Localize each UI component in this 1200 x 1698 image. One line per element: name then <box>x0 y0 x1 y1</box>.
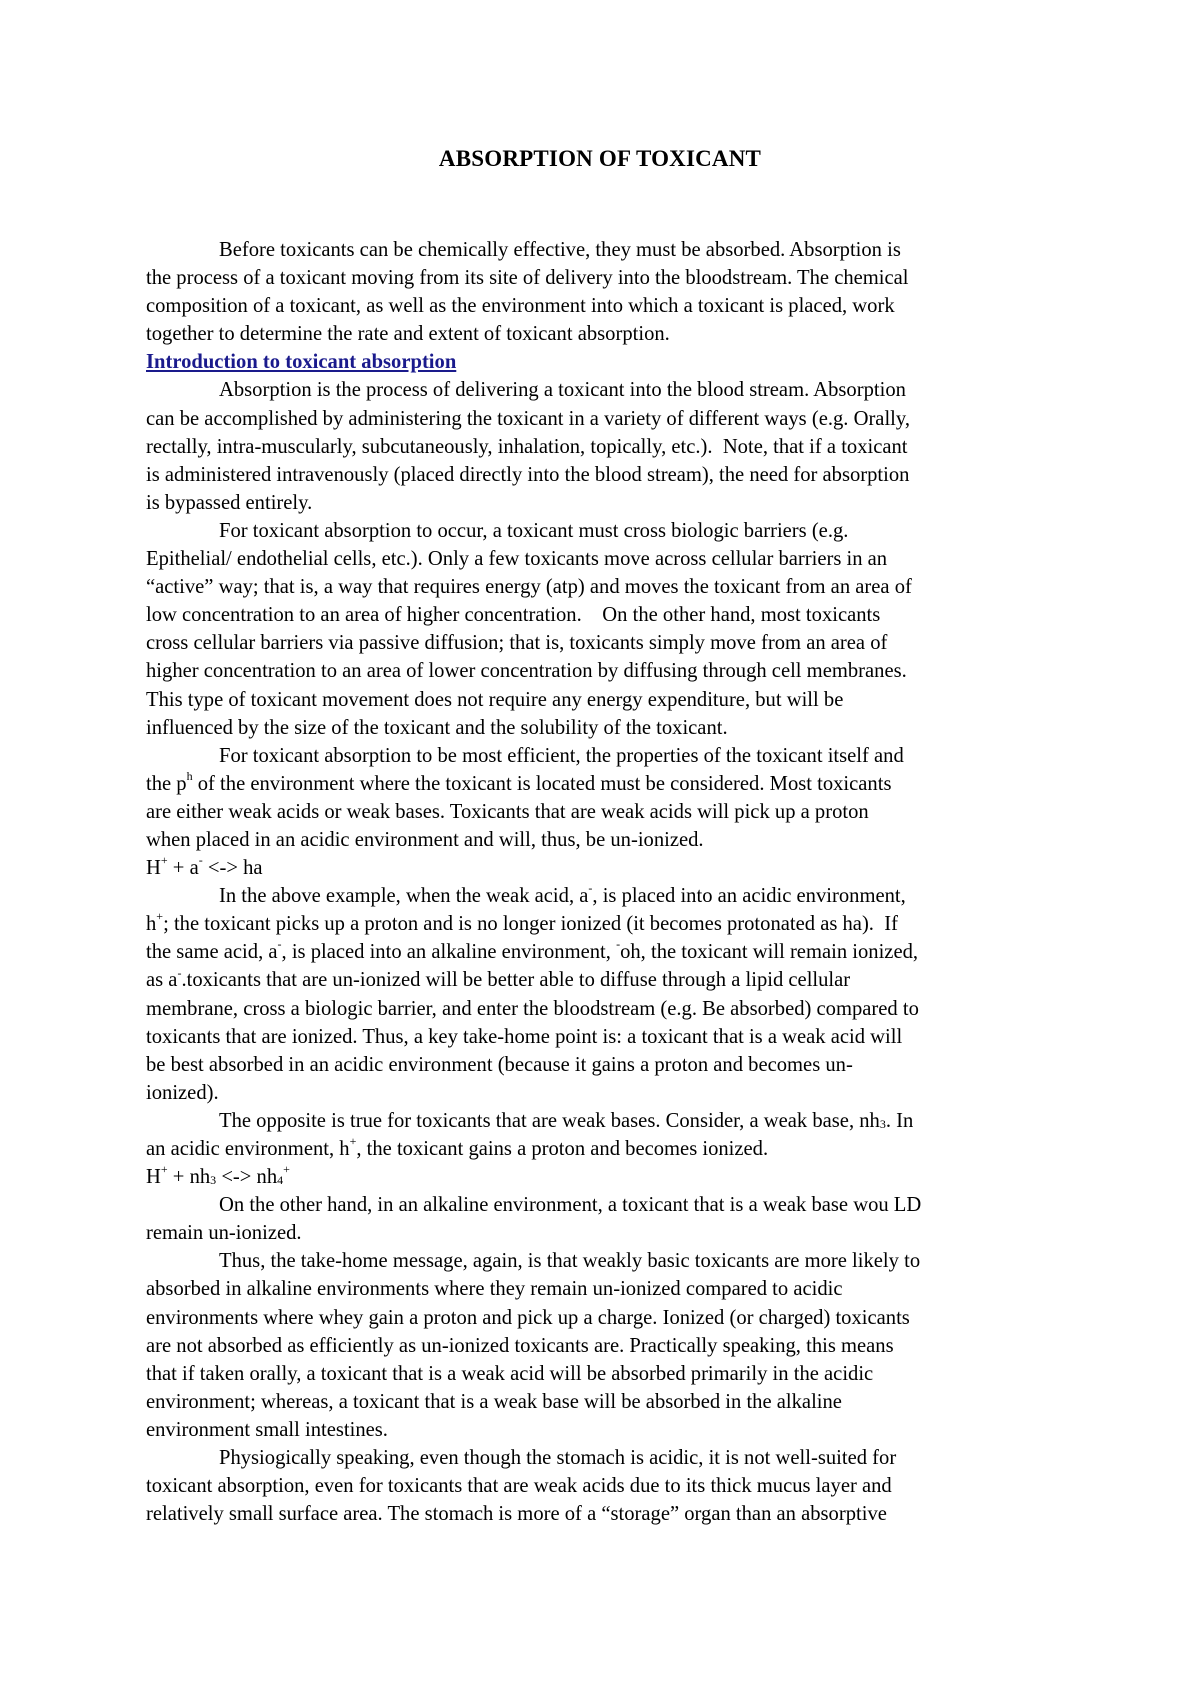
text-fragment: as a <box>146 969 178 992</box>
text-line: is bypassed entirely. <box>146 491 313 514</box>
text-line: Physiogically speaking, even though the stomach is acidic, it is not well-suited for <box>219 1447 897 1470</box>
text-line: For toxicant absorption to be most efficient, the properties of the toxicant itself and <box>219 744 904 767</box>
text-line: influenced by the size of the toxicant and the solubility of the toxicant. <box>146 716 728 739</box>
text-line: Absorption is the process of delivering a toxicant into the blood stream. Absorption <box>219 379 906 402</box>
text-line: Epithelial/ endothelial cells, etc.). Only a few toxicants move across cellular barriers in an <box>146 548 888 571</box>
text-line: when placed in an acidic environment and will, thus, be un-ionized. <box>146 828 704 851</box>
text-line <box>146 1107 1066 1135</box>
text-line: low concentration to an area of higher concentration. On the other hand, most toxicants <box>146 604 881 627</box>
text-line: Thus, the take-home message, again, is that weakly basic toxicants are more likely to <box>219 1250 921 1273</box>
paragraph-intro <box>146 236 1066 348</box>
subscript: 3 <box>879 1116 886 1131</box>
paragraph-absorption-definition <box>146 376 1066 516</box>
superscript: + <box>160 853 168 868</box>
text-line: be best absorbed in an acidic environment (because it gains a proton and becomes un- <box>146 1053 853 1076</box>
paragraph-ph-properties <box>146 742 1066 854</box>
paragraph-biologic-barriers <box>146 517 1066 742</box>
equation-weak-acid <box>146 854 1066 882</box>
text-line: cross cellular barriers via passive diffusion; that is, toxicants simply move from an area of <box>146 632 888 655</box>
text-line: that if taken orally, a toxicant that is a weak acid will be absorbed primarily in the acidic <box>146 1362 874 1385</box>
text-fragment: oh, the toxicant will remain ionized, <box>620 941 919 964</box>
text-line: ionized). <box>146 1081 219 1104</box>
text-line <box>146 770 1066 798</box>
text-line: is administered intravenously (placed directly into the blood stream), the need for absorption <box>146 463 910 486</box>
text-line: higher concentration to an area of lower concentration by diffusing through cell membranes. <box>146 660 907 683</box>
text-line: For toxicant absorption to occur, a toxicant must cross biologic barriers (e.g. <box>219 519 849 542</box>
text-line: the process of a toxicant moving from its site of delivery into the bloodstream. The chemical <box>146 267 909 290</box>
text-line <box>146 1135 1066 1163</box>
equation-weak-base <box>146 1163 1066 1191</box>
equation-fragment: + nh <box>167 1166 211 1189</box>
text-line: Before toxicants can be chemically effective, they must be absorbed. Absorption is <box>219 239 901 261</box>
text-fragment: , the toxicant gains a proton and becomes ionized. <box>356 1138 769 1160</box>
superscript: - <box>616 937 621 952</box>
text-line: together to determine the rate and extent of toxicant absorption. <box>146 323 670 346</box>
text-line <box>146 882 1066 910</box>
text-line <box>146 938 1066 966</box>
text-line: composition of a toxicant, as well as the environment into which a toxicant is placed, work <box>146 295 895 318</box>
text-line: membrane, cross a biologic barrier, and enter the bloodstream (e.g. Be absorbed) compared to <box>146 997 919 1020</box>
superscript: + <box>349 1134 357 1149</box>
paragraph-weak-acid-example <box>146 882 1066 1107</box>
text-line: absorbed in alkaline environments where they remain un-ionized compared to acidic <box>146 1278 843 1301</box>
text-fragment: , is placed into an alkaline environment, <box>281 941 617 964</box>
paragraph-weak-base <box>146 1107 1066 1163</box>
subscript: 4 <box>277 1173 284 1188</box>
text-fragment: the same acid, a <box>146 941 278 964</box>
text-line: “active” way; that is, a way that requires energy (atp) and moves the toxicant from an area of <box>146 576 912 599</box>
text-line: remain un-ionized. <box>146 1222 302 1245</box>
text-line: toxicant absorption, even for toxicants that are weak acids due to its thick mucus layer and <box>146 1475 892 1498</box>
document-title: ABSORPTION OF TOXICANT <box>438 146 762 171</box>
text-fragment: The opposite is true for toxicants that are weak bases. Consider, a weak base, nh <box>219 1109 880 1132</box>
paragraph-alkaline-environment <box>146 1191 1066 1247</box>
paragraph-take-home <box>146 1247 1066 1444</box>
text-fragment: In the above example, when the weak acid, a <box>219 885 589 908</box>
text-line: can be accomplished by administering the toxicant in a variety of different ways (e.g. Orally, <box>146 407 910 430</box>
superscript: - <box>177 965 182 980</box>
text-fragment: .toxicants that are un-ionized will be better able to diffuse through a lipid cellular <box>181 969 851 992</box>
superscript: - <box>588 881 593 896</box>
text-fragment: . In <box>885 1109 914 1132</box>
superscript: + <box>283 1162 290 1177</box>
text-fragment: h <box>146 913 157 936</box>
equation-fragment: <-> ha <box>202 857 263 880</box>
paragraph-stomach <box>146 1444 1066 1528</box>
text-line: toxicants that are ionized. Thus, a key take-home point is: a toxicant that is a weak acid will <box>146 1025 903 1048</box>
subscript: 3 <box>210 1173 217 1188</box>
superscript: - <box>277 937 282 952</box>
superscript: h <box>186 768 193 783</box>
text-line: This type of toxicant movement does not require any energy expenditure, but will be <box>146 688 844 711</box>
text-fragment: , is placed into an acidic environment, <box>592 885 906 908</box>
text-line <box>146 966 1066 994</box>
equation-fragment: <-> nh <box>216 1166 278 1189</box>
text-line: are either weak acids or weak bases. Toxicants that are weak acids will pick up a proton <box>146 800 869 823</box>
equation-fragment: H <box>146 1166 161 1189</box>
text-fragment: an acidic environment, h <box>146 1138 350 1160</box>
text-line: environments where whey gain a proton and pick up a charge. Ionized (or charged) toxicants <box>146 1306 910 1329</box>
superscript: + <box>160 1162 168 1177</box>
superscript: - <box>198 853 203 868</box>
text-line: environment; whereas, a toxicant that is a weak base will be absorbed in the alkaline <box>146 1390 842 1413</box>
text-fragment: ; the toxicant picks up a proton and is no longer ionized (it becomes protonated as ha). If <box>163 913 898 936</box>
document-body <box>146 236 1066 1528</box>
equation-fragment: + a <box>167 857 199 880</box>
text-line: rectally, intra-muscularly, subcutaneously, inhalation, topically, etc.). Note, that if a toxicant <box>146 435 908 458</box>
section-heading-link[interactable]: Introduction to toxicant absorption <box>146 351 457 374</box>
text-line: are not absorbed as efficiently as un-ionized toxicants are. Practically speaking, this means <box>146 1334 894 1357</box>
text-line <box>146 910 1066 938</box>
text-line: environment small intestines. <box>146 1418 388 1441</box>
text-fragment: of the environment where the toxicant is located must be considered. Most toxicants <box>192 772 892 795</box>
text-fragment: the p <box>146 772 187 795</box>
text-line: On the other hand, in an alkaline environment, a toxicant that is a weak base wou LD <box>219 1194 922 1217</box>
equation-fragment: H <box>146 857 161 880</box>
superscript: + <box>156 909 164 924</box>
text-line: relatively small surface area. The stomach is more of a “storage” organ than an absorptive <box>146 1503 887 1526</box>
